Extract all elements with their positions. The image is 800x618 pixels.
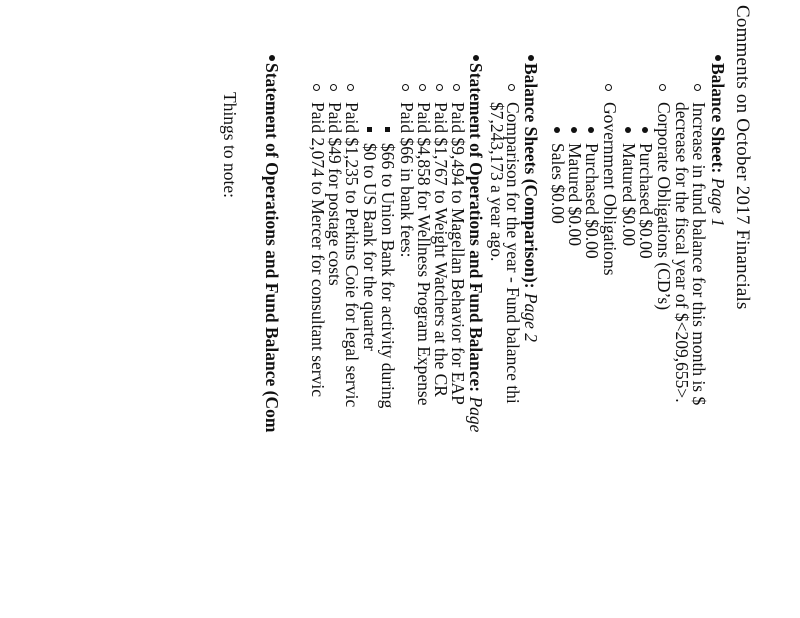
comparison-line1: Comparison for the year - Fund balance thi [503, 102, 523, 404]
bullet-icon [554, 127, 560, 133]
circle-bullet-icon [313, 84, 320, 91]
square-bullet-icon [385, 127, 390, 132]
balance-sheet-section [708, 63, 728, 227]
statement-of-operations-page-ref: Page [466, 396, 486, 433]
circle-bullet-icon [659, 84, 666, 91]
paid-wellness: Paid $4,858 for Wellness Program Expense [414, 102, 434, 406]
corporate-matured: Matured $0.00 [619, 143, 639, 247]
square-bullet-icon [367, 127, 372, 132]
circle-bullet-icon [453, 84, 460, 91]
paid-mercer: Paid 2,074 to Mercer for consultant servic [308, 102, 328, 397]
statement-of-operations-heading: Statement of Operations and Fund Balance: [466, 63, 486, 393]
circle-bullet-icon [694, 84, 701, 91]
comparison-line2: $7,243,173 a year ago. [487, 102, 507, 262]
circle-bullet-icon [605, 84, 612, 91]
things-to-note: Things to note: [220, 92, 240, 198]
bullet-icon [588, 127, 594, 133]
fund-balance-line2: decrease for the fiscal year of $<209,655>. [672, 102, 692, 403]
government-sales: Sales $0.00 [548, 143, 568, 224]
corporate-obligations-label: Corporate Obligations (CD’s) [654, 102, 674, 311]
bullet-icon [642, 127, 648, 133]
bullet-icon [473, 55, 479, 61]
paid-magellan: Paid $9,494 to Magellan Behavior for EAP [448, 102, 468, 405]
balance-sheets-comparison-page-ref: Page 2 [521, 292, 541, 343]
bullet-icon [715, 55, 721, 61]
circle-bullet-icon [508, 84, 515, 91]
balance-sheet-page-ref: Page 1 [708, 177, 728, 227]
document-title: Comments on October 2017 Financials [732, 5, 753, 310]
circle-bullet-icon [402, 84, 409, 91]
paid-weight-watchers: Paid $1,767 to Weight Watchers at the CR [431, 102, 451, 397]
balance-sheets-comparison-heading: Balance Sheets (Comparison): [521, 63, 541, 289]
government-matured: Matured $0.00 [565, 143, 585, 247]
fund-balance-line1: Increase in fund balance for this month is $ [689, 102, 709, 406]
corporate-purchased: Purchased $0.00 [636, 143, 656, 259]
union-bank-fee: $66 to Union Bank for activity during [378, 143, 398, 409]
paid-bank-fees: Paid $66 in bank fees: [397, 102, 417, 258]
bullet-icon [625, 127, 631, 133]
bullet-icon [528, 55, 534, 61]
paid-postage: Paid $49 for postage costs [325, 102, 345, 286]
circle-bullet-icon [347, 84, 354, 91]
circle-bullet-icon [436, 84, 443, 91]
bullet-icon [571, 127, 577, 133]
statement-of-operations-section [466, 63, 486, 432]
balance-sheet-heading: Balance Sheet: [708, 63, 728, 174]
us-bank-fee: $0 to US Bank for the quarter [360, 143, 380, 352]
government-purchased: Purchased $0.00 [582, 143, 602, 259]
bullet-icon [269, 55, 275, 61]
paid-perkins-coie: Paid $1,235 to Perkins Coie for legal servic [342, 102, 362, 408]
statement-comparison-heading: Statement of Operations and Fund Balance (Com [262, 63, 282, 433]
circle-bullet-icon [419, 84, 426, 91]
government-obligations-label: Government Obligations [600, 102, 620, 276]
balance-sheets-comparison-section [521, 63, 541, 342]
circle-bullet-icon [330, 84, 337, 91]
